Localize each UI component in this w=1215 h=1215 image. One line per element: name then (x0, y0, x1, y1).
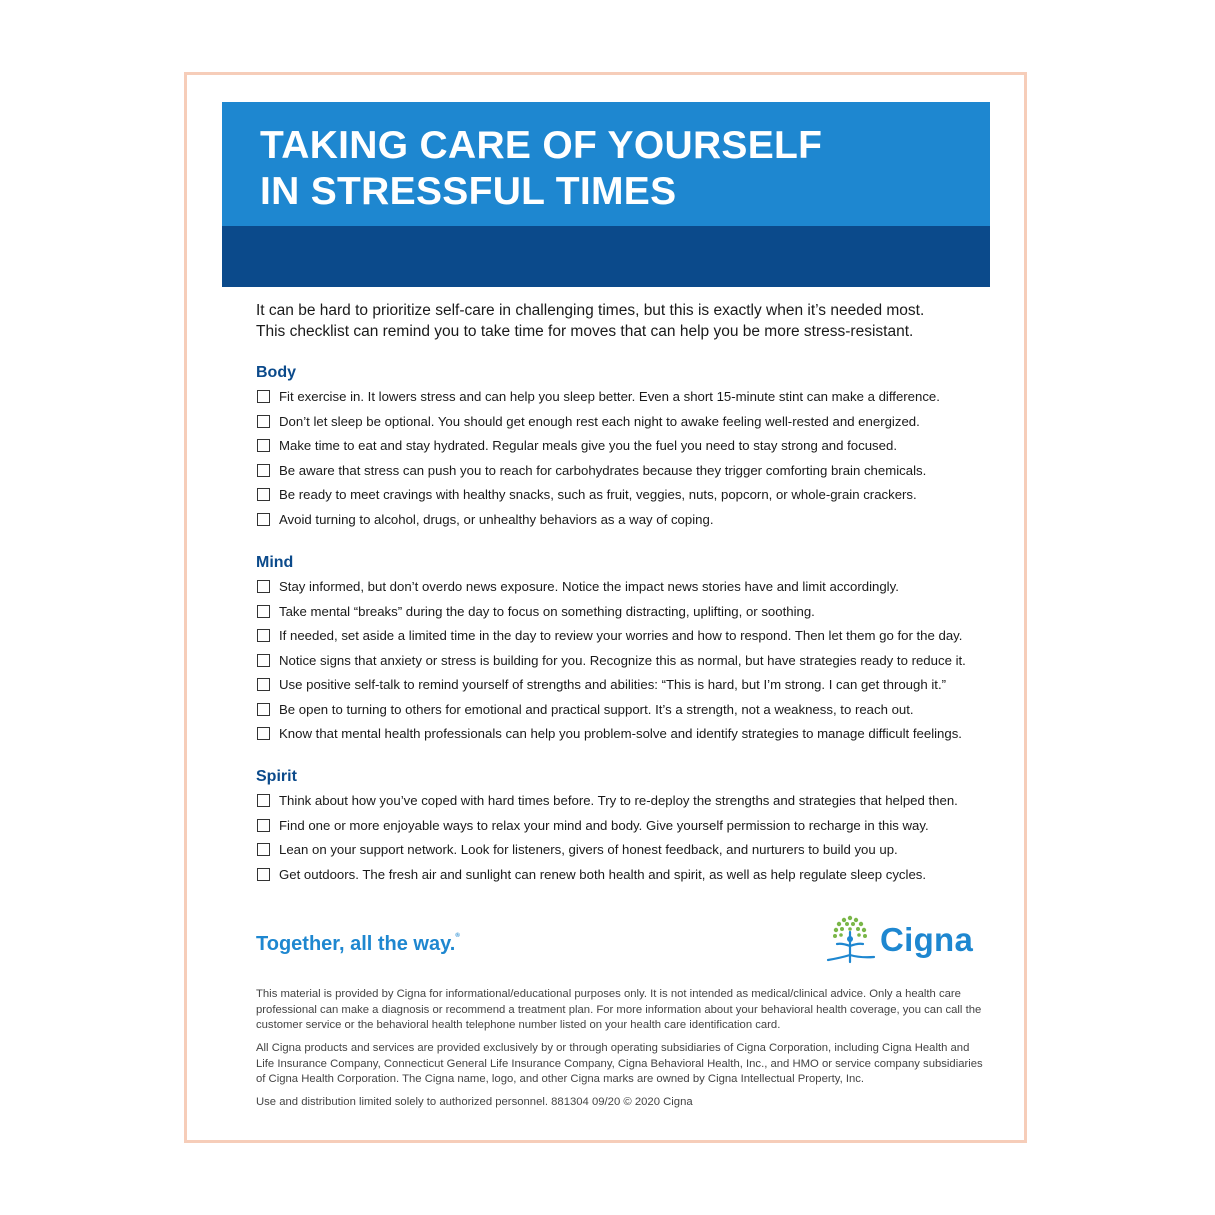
disclaimer-line-1: This material is provided by Cigna for informational/educational purposes only. It is not intended as medical/clinical advice. Only a health care (256, 988, 961, 1000)
disclaimer-line-2: professional can make a diagnosis or recommend a treatment plan. For more information about your behavioral health coverage, you can call the (256, 1003, 982, 1016)
checklist-item-text: If needed, set aside a limited time in the day to review your worries and how to respond. Then let them go for the day. (279, 627, 963, 643)
checklist-item-text: Notice signs that anxiety or stress is building for you. Recognize this as normal, but have strategies ready to reduce it. (279, 652, 966, 668)
checklist-item-text: Use positive self-talk to remind yourself of strengths and abilities: “This is hard, but I’m strong. I can get through it.” (279, 676, 946, 692)
cigna-logo-text: Cigna (880, 921, 974, 958)
distribution-text: Use and distribution limited solely to authorized personnel. 881304 09/20 © 2020 Cigna (256, 1096, 693, 1108)
checkbox[interactable] (257, 605, 270, 618)
checklist-item (257, 699, 914, 719)
checklist-item (257, 650, 966, 670)
checkbox[interactable] (257, 727, 270, 740)
intro-line-1: It can be hard to prioritize self-care in challenging times, but this is exactly when it’s needed most. (256, 302, 925, 319)
checklist-item (257, 460, 926, 480)
checklist-item (257, 790, 958, 810)
checkbox[interactable] (257, 654, 270, 667)
checklist-item-text: Think about how you’ve coped with hard times before. Try to re-deploy the strengths and strategies that helped then. (279, 792, 958, 808)
checklist-item (257, 576, 899, 596)
checklist-item (257, 723, 962, 743)
disclaimer-line-3: customer service or the behavioral health telephone number listed on your health care identification card. (256, 1019, 781, 1031)
checklist-item-text: Stay informed, but don’t overdo news exposure. Notice the impact news stories have and limit accordingly. (279, 578, 899, 594)
tagline-text: Together, all the way. (256, 933, 456, 955)
checklist-item-text: Be aware that stress can push you to reach for carbohydrates because they trigger comforting brain chemicals. (279, 462, 927, 478)
checklist-item-text: Avoid turning to alcohol, drugs, or unhealthy behaviors as a way of coping. (279, 511, 714, 527)
checklist-item-text: Lean on your support network. Look for listeners, givers of honest feedback, and nurturers to build you up. (279, 841, 898, 857)
title-line-2: IN STRESSFUL TIMES (260, 170, 677, 213)
checkbox[interactable] (257, 580, 270, 593)
checklist-item (257, 625, 962, 645)
checklist-item (257, 386, 940, 406)
section-heading-mind: Mind (256, 554, 294, 571)
checklist-item-text: Know that mental health professionals can help you problem-solve and identify strategies to manage difficult feelings. (279, 725, 962, 741)
section-heading-body: Body (256, 364, 296, 381)
checklist-item (257, 509, 713, 529)
checkbox[interactable] (257, 819, 270, 832)
checklist-item (257, 864, 926, 884)
checklist-item (257, 411, 920, 431)
checklist-item-text: Get outdoors. The fresh air and sunlight can renew both health and spirit, as well as help regulate sleep cycles. (279, 866, 927, 882)
checkbox[interactable] (257, 703, 270, 716)
checkbox[interactable] (257, 439, 270, 452)
legal-line-3: of Cigna Health Corporation. The Cigna name, logo, and other Cigna marks are owned by Cigna Intellectual Property, Inc. (256, 1073, 865, 1085)
tagline (256, 933, 460, 956)
checkbox[interactable] (257, 843, 270, 856)
checklist-item-text: Be ready to meet cravings with healthy snacks, such as fruit, veggies, nuts, popcorn, or whole-grain crackers. (279, 486, 917, 502)
checkbox[interactable] (257, 629, 270, 642)
checklist-item-text: Fit exercise in. It lowers stress and can help you sleep better. Even a short 15-minute stint can make a difference. (279, 388, 940, 404)
checklist-item-text: Find one or more enjoyable ways to relax your mind and body. Give yourself permission to recharge in this way. (279, 817, 929, 833)
checklist-item (257, 839, 898, 859)
header-band (222, 226, 990, 287)
checklist-item-text: Be open to turning to others for emotional and practical support. It’s a strength, not a weakness, to reach out. (279, 701, 914, 717)
checklist-item-text: Don’t let sleep be optional. You should get enough rest each night to awake feeling well-rested and energized. (279, 413, 920, 429)
legal-paragraph (256, 1041, 981, 1088)
checklist-item-text: Take mental “breaks” during the day to focus on something distracting, uplifting, or soothing. (279, 603, 815, 619)
intro-line-2: This checklist can remind you to take time for moves that can help you be more stress-resistant. (256, 323, 914, 340)
checkbox[interactable] (257, 794, 270, 807)
distribution-note (256, 1095, 981, 1111)
legal-line-1: All Cigna products and services are provided exclusively by or through operating subsidiaries of Cigna Corporation, including Cigna Health and (256, 1042, 970, 1054)
checkbox[interactable] (257, 678, 270, 691)
checkbox[interactable] (257, 464, 270, 477)
checklist-item (257, 484, 917, 504)
checklist-item (257, 601, 815, 621)
checkbox[interactable] (257, 390, 270, 403)
checklist-item (257, 815, 929, 835)
checkbox[interactable] (257, 513, 270, 526)
checkbox[interactable] (257, 415, 270, 428)
intro-paragraph (256, 300, 976, 342)
checkbox[interactable] (257, 868, 270, 881)
checklist-item (257, 674, 946, 694)
page-title (260, 123, 960, 215)
checklist-item (257, 435, 897, 455)
disclaimer-paragraph (256, 987, 981, 1034)
tagline-registered-mark: ® (455, 933, 460, 939)
legal-line-2: Life Insurance Company, Connecticut General Life Insurance Company, Cigna Behavioral Health, Inc., and HMO or service company subsidiaries (256, 1057, 983, 1070)
checklist-item-text: Make time to eat and stay hydrated. Regular meals give you the fuel you need to stay strong and focused. (279, 437, 897, 453)
title-line-1: TAKING CARE OF YOURSELF (260, 124, 823, 167)
section-heading-spirit: Spirit (256, 768, 297, 785)
checkbox[interactable] (257, 488, 270, 501)
